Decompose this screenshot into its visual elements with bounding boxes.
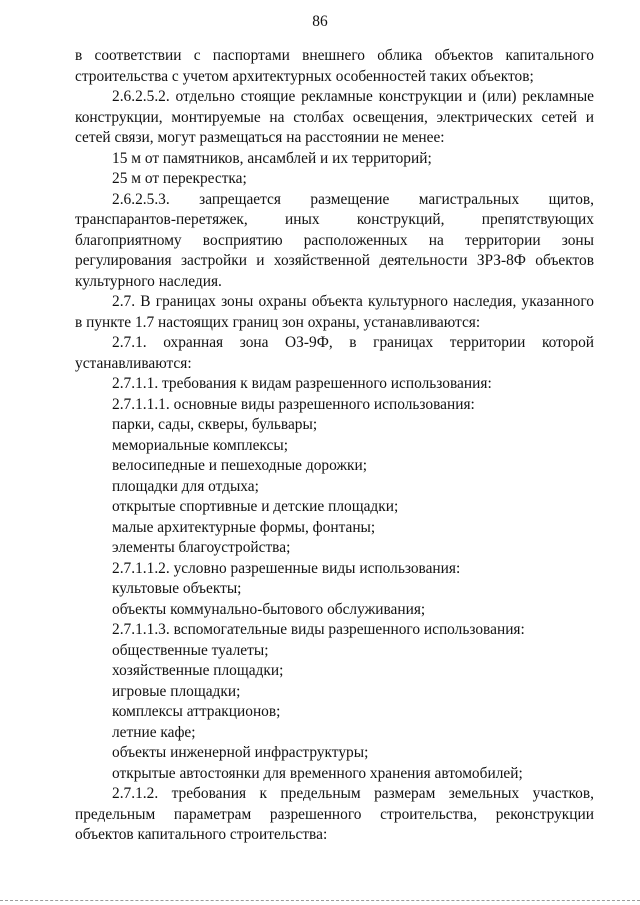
list-item: открытые спортивные и детские площадки; [112, 498, 399, 515]
list-item: 25 м от перекрестка; [112, 170, 247, 187]
list-item: площадки для отдыха; [112, 477, 259, 495]
list-item: летние кафе; [112, 723, 196, 741]
list-item: мемориальные комплексы; [112, 436, 288, 454]
scan-edge-divider [0, 900, 640, 901]
page-number: 86 [312, 13, 328, 30]
paragraph: в соответствии с паспортами внешнего облика объектов капитального строительства с учетом архитектурных особенностей таких объектов; [75, 47, 594, 85]
list-item: хозяйственные площадки; [112, 662, 284, 679]
paragraph: 2.7.1. охранная зона ОЗ-9Ф, в границах территории которой устанавливаются: [75, 334, 594, 372]
document-body [75, 46, 594, 846]
list-item: комплексы аттракционов; [112, 703, 281, 720]
list-item: объекты коммунально-бытового обслуживания; [112, 600, 426, 618]
paragraph: 2.6.2.5.2. отдельно стоящие рекламные конструкции и (или) рекламные конструкции, монтируемые на столбах освещения, электрических сетей и сетей связи, могут размещаться на расстоянии не менее: [75, 88, 594, 146]
list-item: игровые площадки; [112, 682, 241, 700]
list-item: культовые объекты; [112, 580, 242, 597]
list-item: 2.7.1.1.1. основные виды разрешенного использования: [112, 395, 475, 413]
paragraph: 2.6.2.5.3. запрещается размещение магистральных щитов, транспарантов-перетяжек, иных конструкций, препятствующих благоприятному восприятию расположенных на территории зоны регулирования застройки и хозяйственной деятельности ЗРЗ-8Ф объектов культурного наследия. [75, 190, 594, 290]
paragraph: 2.7. В границах зоны охраны объекта культурного наследия, указанного в пункте 1.7 настоящих границ зон охраны, устанавливаются: [75, 293, 594, 331]
list-item: 2.7.1.1.3. вспомогательные виды разрешенного использования: [112, 621, 525, 638]
paragraph: 2.7.1.2. требования к предельным размерам земельных участков, предельным параметрам разрешенного строительства, реконструкции объектов капитального строительства: [75, 785, 594, 843]
list-item: общественные туалеты; [112, 641, 269, 659]
list-item: малые архитектурные формы, фонтаны; [112, 518, 376, 536]
list-item: 2.7.1.1.2. условно разрешенные виды использования: [112, 559, 461, 577]
list-item: парки, сады, скверы, бульвары; [112, 416, 318, 433]
list-item: элементы благоустройства; [112, 539, 291, 556]
list-item: 2.7.1.1. требования к видам разрешенного использования: [112, 375, 492, 392]
list-item: 15 м от памятников, ансамблей и их территорий; [112, 149, 432, 167]
list-item: открытые автостоянки для временного хранения автомобилей; [112, 764, 523, 782]
list-item: велосипедные и пешеходные дорожки; [112, 457, 368, 474]
list-item: объекты инженерной инфраструктуры; [112, 744, 369, 761]
